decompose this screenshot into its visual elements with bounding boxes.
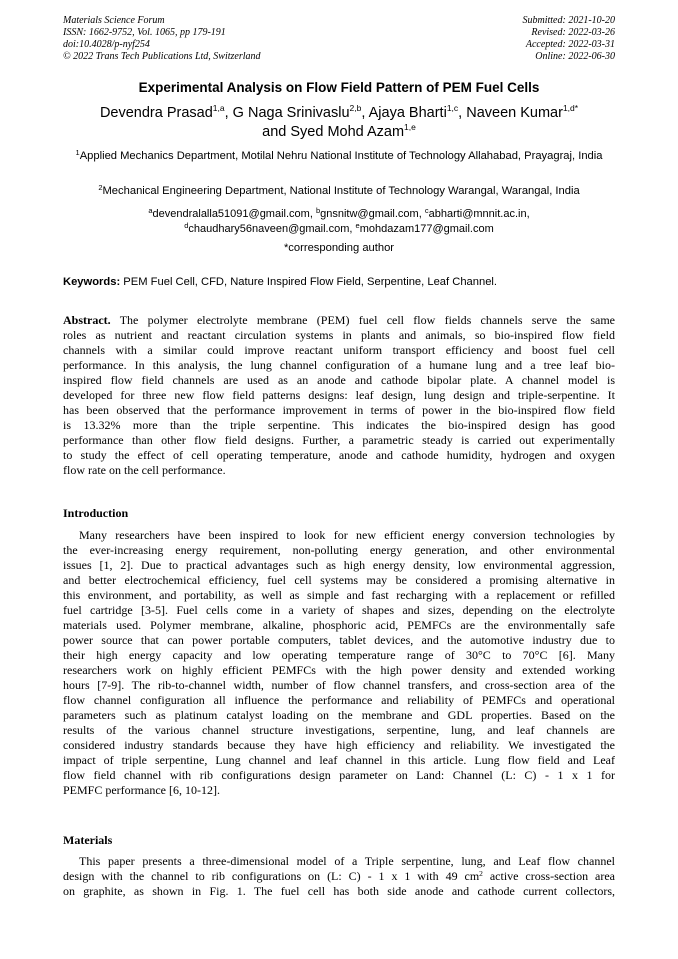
materials-body: This paper presents a three-dimensional model of a Triple serpentine, lung, and Leaf flow channel design with the channel to rib configurations on (L: C) - 1 x 1 with 49 $cm^2$ active cross-section area on graphite, as shown in Fig. 1. The fuel cell has both side anode and cathode current collectors, — [63, 854, 615, 898]
author-sup: 1,c — [446, 103, 459, 113]
keywords-text: PEM Fuel Cell, CFD, Nature Inspired Flow Field, Serpentine, Leaf Channel. — [120, 276, 498, 288]
introduction-heading: Introduction — [63, 506, 129, 520]
issn: ISSN: 1662-9752, Vol. 1065, pp 179-191 — [63, 27, 226, 38]
email-link[interactable]: gnsnitw@gmail.com — [320, 208, 419, 220]
email-link[interactable]: abharti@mnnit.ac.in — [428, 208, 527, 220]
email-list: $^a$devendralalla51091@gmail.com, $^b$gnsnitw@gmail.com, $^c$abharti@mnnit.ac.in, $^d$chaudhary56naveen@gmail.com, $^e$mohdazam177@gmail.com — [148, 206, 530, 235]
affiliation-2: $^2$Mechanical Engineering Department, National Institute of Technology Warangal, Warangal, India — [98, 183, 580, 197]
author-name: Ajaya Bharti — [368, 105, 447, 121]
author-name: G Naga Srinivaslu — [232, 105, 350, 121]
header-right — [523, 15, 616, 63]
email-link[interactable]: devendralalla51091@gmail.com — [152, 208, 310, 220]
paper-title: Experimental Analysis on Flow Field Pattern of PEM Fuel Cells — [138, 80, 540, 95]
email-link[interactable]: chaudhary56naveen@gmail.com — [188, 223, 350, 235]
author-sup: 1,a — [212, 103, 225, 113]
author-name: Devendra Prasad — [99, 105, 213, 121]
email-link[interactable]: mohdazam177@gmail.com — [359, 223, 494, 235]
author-name: Syed Mohd Azam — [290, 124, 405, 140]
author-line-2: and Syed Mohd Azam$^{1,e}$ — [262, 122, 416, 140]
header-left — [63, 15, 261, 63]
introduction-body: Many researchers have been inspired to look for new efficient energy conversion technologies by the ever-increasing energy requirement, non-polluting energy generation, and other environmental issues [1, 2]. Due to practical advantages such as high energy density, low environmental aggression, and better electrochemical efficiency, fuel cell systems may be considered a promising alternative in this environment, and portability, as well as simple and fast recharging with a replacement or refilled fuel cartridge [3-5]. Fuel cells come in a variety of shapes and sizes, depending on the electrolyte materials used. Polymer membrane, alkaline, phosphoric acid, PEMFCs are the environmentally safe power source that can power portable computers, tablet devices, and the automotive industry due to their high energy capacity and low operating temperature range of 30°C to 70°C [6]. Many researchers work on highly efficient PEMFCs with the high power density and extended working hours [7-9]. The rib-to-channel width, number of flow channel transfers, and cross-section area of the flow channel configuration all influence the performance and reliability of PEMFCs and operational parameters such as platinum catalyst loading on the membrane and GDL properties. Based on the results of the various channel structure investigations, serpentine, lung, and leaf channels are considered industry standards because they have high efficiency and reliability. We investigated the impact of triple serpentine, Lung channel and leaf channel in this article. Lung flow field and Leaf flow field channel with rib configurations design parameter on Land: Channel (L: C) - 1 x 1 for PEMFC performance [6, 10-12]. — [63, 528, 615, 797]
revised-date: Revised: 2022-03-26 — [531, 27, 615, 38]
author-sup: 1,d* — [562, 103, 579, 113]
submitted-date: Submitted: 2021-10-20 — [522, 15, 615, 26]
doi[interactable]: doi:10.4028/p-nyf254 — [63, 39, 150, 50]
author-sup: 2,b — [349, 103, 362, 113]
keywords-label: Keywords: — [63, 276, 121, 288]
affiliation-1: $^1$Applied Mechanics Department, Motilal Nehru National Institute of Technology Allahabad, Prayagraj, India — [75, 148, 603, 162]
corresponding-note: *corresponding author — [283, 242, 395, 254]
author-list — [63, 104, 615, 142]
author-sup: 1,e — [404, 122, 416, 132]
accepted-date: Accepted: 2022-03-31 — [525, 39, 615, 50]
abstract-label: Abstract. — [63, 313, 111, 327]
copyright: © 2022 Trans Tech Publications Ltd, Switzerland — [63, 51, 261, 62]
materials-heading: Materials — [63, 833, 113, 847]
keywords — [63, 276, 615, 288]
abstract: Abstract. The polymer electrolyte membrane (PEM) fuel cell flow fields channels serve the same roles as nutrient and reactant circulation systems in plants and animals, so bio-inspired flow field channels with a similar could improve reactant uniform transport efficiency and boost fuel cell performance. In this analysis, the lung channel configuration of a humane lung and a tree leaf bio- inspired flow field channels are used as an anode and cathode bipolar plate. A channel model is developed for three new flow field patterns designs: leaf design, lung design and triple-serpentine. It has been observed that the performance improvement in terms of power in the bio-inspired flow field is 13.32% more than the triple serpentine. This indicates the bio-inspired design has good performance than other flow field designs. Further, a parametric steady is carried out experimentally to study the effect of cell operating temperature, anode and cathode humidity, hydrogen and oxygen flow rate on the cell performance. — [63, 313, 615, 477]
author-line-1: Devendra Prasad$^{1,a}$, G Naga Srinivaslu$^{2,b}$, Ajaya Bharti$^{1,c}$, Naveen Kumar$^{1,d*}$ — [99, 103, 579, 121]
online-date: Online: 2022-06-30 — [535, 51, 615, 62]
journal-name: Materials Science Forum — [63, 15, 165, 26]
author-name: Naveen Kumar — [466, 105, 563, 121]
